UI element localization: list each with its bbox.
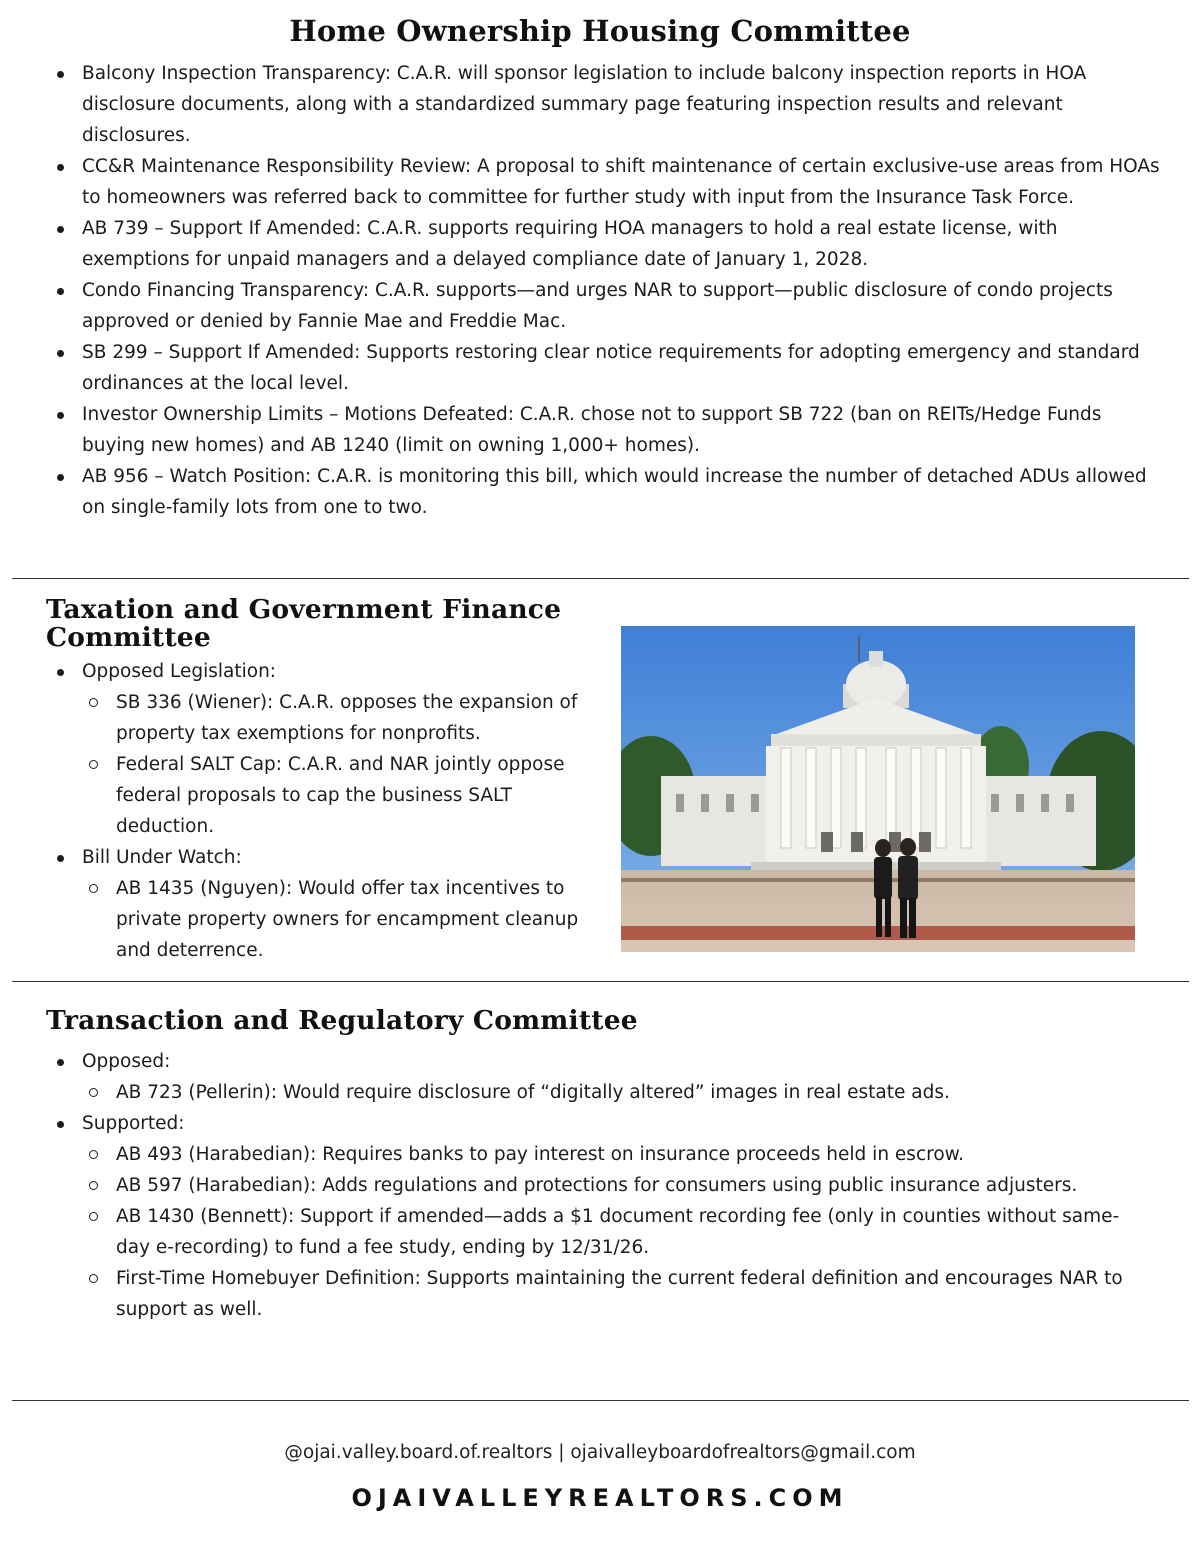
list-item: AB 1430 (Bennett): Support if amended—adds a $1 document recording fee (only in counties without same-day e-recording) to fund a fee study, ending by 12/31/26.	[52, 1201, 1152, 1263]
opposed-legislation-label: Opposed Legislation:	[82, 661, 277, 682]
section-divider	[12, 1400, 1189, 1401]
list-item: Balcony Inspection Transparency: C.A.R. will sponsor legislation to include balcony inspection reports in HOA disclosure documents, along with a standardized summary page featuring inspection results and relevant disclosures.	[52, 58, 1162, 151]
list-item	[52, 1046, 1152, 1077]
list-item: Federal SALT Cap: C.A.R. and NAR jointly oppose federal proposals to cap the business SALT deduction.	[52, 749, 607, 842]
list-item: SB 336 (Wiener): C.A.R. opposes the expansion of property tax exemptions for nonprofits.	[52, 687, 607, 749]
opposed-label: Opposed:	[82, 1051, 171, 1072]
transaction-section	[52, 1046, 1152, 1325]
taxation-title-line2: Committee	[46, 622, 211, 653]
home-ownership-list	[52, 58, 1162, 523]
list-item	[52, 656, 607, 687]
home-ownership-title: Home Ownership Housing Committee	[289, 14, 911, 48]
list-item: AB 597 (Harabedian): Adds regulations and protections for consumers using public insurance adjusters.	[52, 1170, 1152, 1201]
supported-label: Supported:	[82, 1113, 185, 1134]
home-ownership-section	[52, 58, 1162, 523]
list-item: Condo Financing Transparency: C.A.R. supports—and urges NAR to support—public disclosure of condo projects approved or denied by Fannie Mae and Freddie Mac.	[52, 275, 1162, 337]
list-item	[52, 842, 607, 873]
section-divider	[12, 981, 1189, 982]
taxation-title-line1: Taxation and Government Finance	[46, 594, 562, 625]
taxation-title	[46, 596, 561, 652]
section-divider	[12, 578, 1189, 579]
transaction-list	[52, 1046, 1152, 1325]
list-item: AB 723 (Pellerin): Would require disclosure of “digitally altered” images in real estate ads.	[52, 1077, 1152, 1108]
capitol-photo	[621, 626, 1135, 952]
bill-under-watch-label: Bill Under Watch:	[82, 847, 242, 868]
list-item: CC&R Maintenance Responsibility Review: A proposal to shift maintenance of certain exclusive-use areas from HOAs to homeowners was referred back to committee for further study with input from the Insurance Task Force.	[52, 151, 1162, 213]
taxation-section	[52, 656, 607, 966]
list-item: AB 1435 (Nguyen): Would offer tax incentives to private property owners for encampment cleanup and deterrence.	[52, 873, 607, 966]
taxation-list	[52, 656, 607, 966]
list-item: First-Time Homebuyer Definition: Supports maintaining the current federal definition and encourages NAR to support as well.	[52, 1263, 1152, 1325]
transaction-title: Transaction and Regulatory Committee	[46, 1005, 638, 1036]
list-item: AB 739 – Support If Amended: C.A.R. supports requiring HOA managers to hold a real estate license, with exemptions for unpaid managers and a delayed compliance date of January 1, 2028.	[52, 213, 1162, 275]
list-item: AB 956 – Watch Position: C.A.R. is monitoring this bill, which would increase the number of detached ADUs allowed on single-family lots from one to two.	[52, 461, 1162, 523]
list-item: SB 299 – Support If Amended: Supports restoring clear notice requirements for adopting emergency and standard ordinances at the local level.	[52, 337, 1162, 399]
list-item: AB 493 (Harabedian): Requires banks to pay interest on insurance proceeds held in escrow.	[52, 1139, 1152, 1170]
list-item	[52, 1108, 1152, 1139]
footer-website: OJAIVALLEYREALTORS.COM	[351, 1484, 849, 1512]
list-item: Investor Ownership Limits – Motions Defeated: C.A.R. chose not to support SB 722 (ban on REITs/Hedge Funds buying new homes) and AB 1240 (limit on owning 1,000+ homes).	[52, 399, 1162, 461]
footer-contact: @ojai.valley.board.of.realtors | ojaivalleyboardofrealtors@gmail.com	[284, 1442, 916, 1463]
